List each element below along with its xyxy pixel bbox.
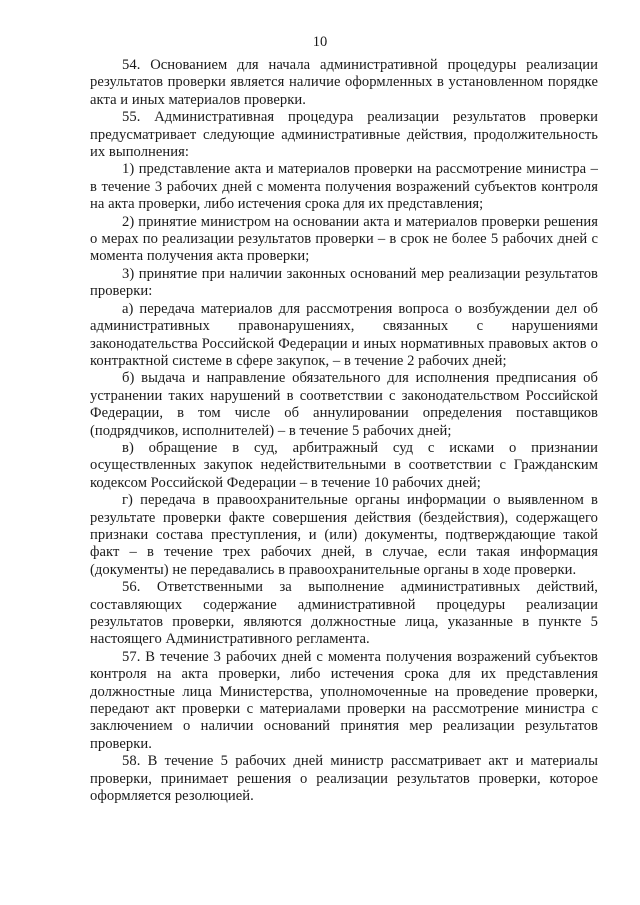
list-item-1: 1) представление акта и материалов проверки на рассмотрение министра – в течение 3 рабочих дней с момента получения возражений субъектов контроля на акта проверки, либо истечения срока для их представления; bbox=[90, 161, 598, 213]
paragraph-58: 58. В течение 5 рабочих дней министр рассматривает акт и материалы проверки, принимает решения о реализации результатов проверки, которое оформляется резолюцией. bbox=[90, 753, 598, 805]
sub-item-b: б) выдача и направление обязательного для исполнения предписания об устранении таких нарушений в соответствии с законодательством Российской Федерации, в том числе об аннулировании определения поставщиков (подрядчиков, исполнителей) – в течение 5 рабочих дней; bbox=[90, 370, 598, 439]
sub-item-a: а) передача материалов для рассмотрения вопроса о возбуждении дел об административных правонарушениях, связанных с нарушениями законодательства Российской Федерации и иных нормативных правовых актов о контрактной системе в сфере закупок, – в течение 2 рабочих дней; bbox=[90, 300, 598, 369]
paragraph-57: 57. В течение 3 рабочих дней с момента получения возражений субъектов контроля на акта проверки, либо истечения срока для их представления должностные лица Министерства, уполномоченные на проведение проверки, передают акт проверки с материалами проверки на рассмотрение министра с заключением о наличии оснований принятия мер реализации результатов проверки. bbox=[90, 648, 598, 752]
sub-item-g: г) передача в правоохранительные органы информации о выявленном в результате проверки факте совершения действия (бездействия), содержащего признаки состава преступления, и (или) документы, подтверждающие такой факт – в течение трех рабочих дней, в случае, если такая информация (документы) не передавались в правоохранительные органы в ходе проверки. bbox=[90, 492, 598, 578]
paragraph-56: 56. Ответственными за выполнение административных действий, составляющих содержание административной процедуры реализации результатов проверки, являются должностные лица, указанные в пункте 5 настоящего Административного регламента. bbox=[90, 579, 598, 648]
list-item-3: 3) принятие при наличии законных оснований мер реализации результатов проверки: bbox=[90, 265, 598, 300]
list-item-2: 2) принятие министром на основании акта и материалов проверки решения о мерах по реализации результатов проверки – в срок не более 5 рабочих дней с момента получения акта проверки; bbox=[90, 213, 598, 265]
paragraph-55: 55. Административная процедура реализации результатов проверки предусматривает следующие административные действия, продолжительность их выполнения: bbox=[90, 109, 598, 161]
page-number: 10 bbox=[312, 34, 328, 50]
sub-item-v: в) обращение в суд, арбитражный суд с исками о признании осуществленных закупок недействительными в соответствии с Гражданским кодексом Российской Федерации – в течение 10 рабочих дней; bbox=[90, 439, 598, 491]
paragraph-54: 54. Основанием для начала административной процедуры реализации результатов проверки является наличие оформленных в установленном порядке акта и иных материалов проверки. bbox=[90, 57, 598, 108]
